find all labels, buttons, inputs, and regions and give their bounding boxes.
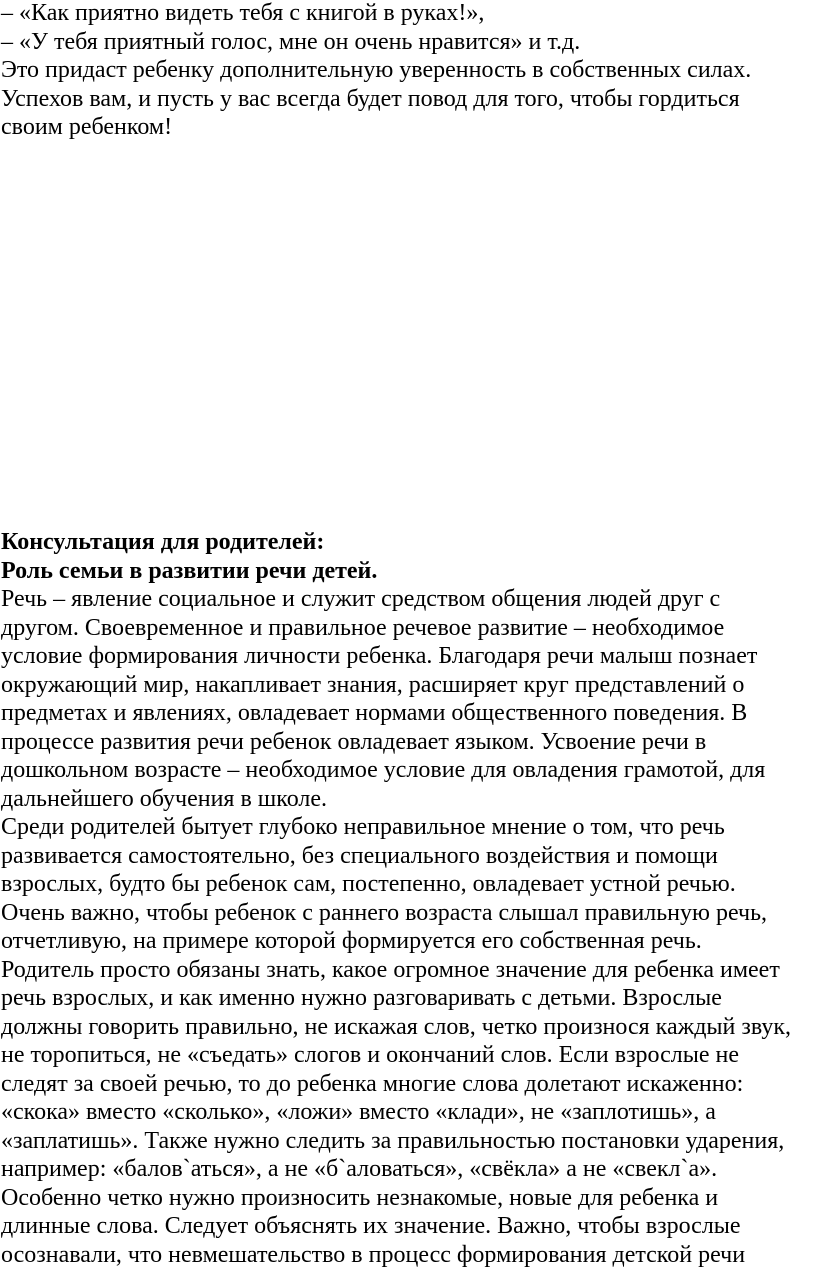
body-line: отчетливую, на примере которой формируется его собственная речь. [1, 927, 813, 956]
body-line: не торопиться, не «съедать» слогов и окончаний слов. Если взрослые не [1, 1041, 813, 1070]
intro-paragraph [1, 0, 813, 142]
body-line: «заплатишь». Также нужно следить за правильностью постановки ударения, [1, 1127, 813, 1156]
intro-line: Успехов вам, и пусть у вас всегда будет повод для того, чтобы гордиться [1, 85, 813, 114]
consultation-section [1, 528, 813, 1269]
body-line: процессе развития речи ребенок овладевает языком. Усвоение речи в [1, 728, 813, 757]
intro-line: своим ребенком! [1, 113, 813, 142]
body-line: длинные слова. Следует объяснять их значение. Важно, чтобы взрослые [1, 1212, 813, 1241]
consultation-title: Роль семьи в развитии речи детей. [1, 557, 813, 586]
body-line: Родитель просто обязаны знать, какое огромное значение для ребенка имеет [1, 956, 813, 985]
intro-line: – «Как приятно видеть тебя с книгой в руках!», [1, 0, 813, 28]
body-line: дальнейшего обучения в школе. [1, 785, 813, 814]
body-line: окружающий мир, накапливает знания, расширяет круг представлений о [1, 671, 813, 700]
body-line: следят за своей речью, то до ребенка многие слова долетают искаженно: [1, 1070, 813, 1099]
intro-line: Это придаст ребенку дополнительную уверенность в собственных силах. [1, 56, 813, 85]
body-line: Среди родителей бытует глубоко неправильное мнение о том, что речь [1, 813, 813, 842]
body-line: предметах и явлениях, овладевает нормами общественного поведения. В [1, 699, 813, 728]
body-line: должны говорить правильно, не искажая слов, четко произнося каждый звук, [1, 1013, 813, 1042]
body-line: Особенно четко нужно произносить незнакомые, новые для ребенка и [1, 1184, 813, 1213]
body-line: дошкольном возрасте – необходимое условие для овладения грамотой, для [1, 756, 813, 785]
intro-line: – «У тебя приятный голос, мне он очень нравится» и т.д. [1, 28, 813, 57]
body-line: развивается самостоятельно, без специального воздействия и помощи [1, 842, 813, 871]
consultation-heading: Консультация для родителей: [1, 528, 813, 557]
body-line: другом. Своевременное и правильное речевое развитие – необходимое [1, 614, 813, 643]
body-line: например: «балов`аться», а не «б`аловаться», «свёкла» а не «свекл`а». [1, 1155, 813, 1184]
body-line: речь взрослых, и как именно нужно разговаривать с детьми. Взрослые [1, 984, 813, 1013]
body-line: «скока» вместо «сколько», «ложи» вместо «клади», не «заплотишь», а [1, 1098, 813, 1127]
body-line: Очень важно, чтобы ребенок с раннего возраста слышал правильную речь, [1, 899, 813, 928]
body-line: условие формирования личности ребенка. Благодаря речи малыш познает [1, 642, 813, 671]
body-line: Речь – явление социальное и служит средством общения людей друг с [1, 585, 813, 614]
body-line: взрослых, будто бы ребенок сам, постепенно, овладевает устной речью. [1, 870, 813, 899]
body-line: осознавали, что невмешательство в процесс формирования детской речи [1, 1241, 813, 1269]
